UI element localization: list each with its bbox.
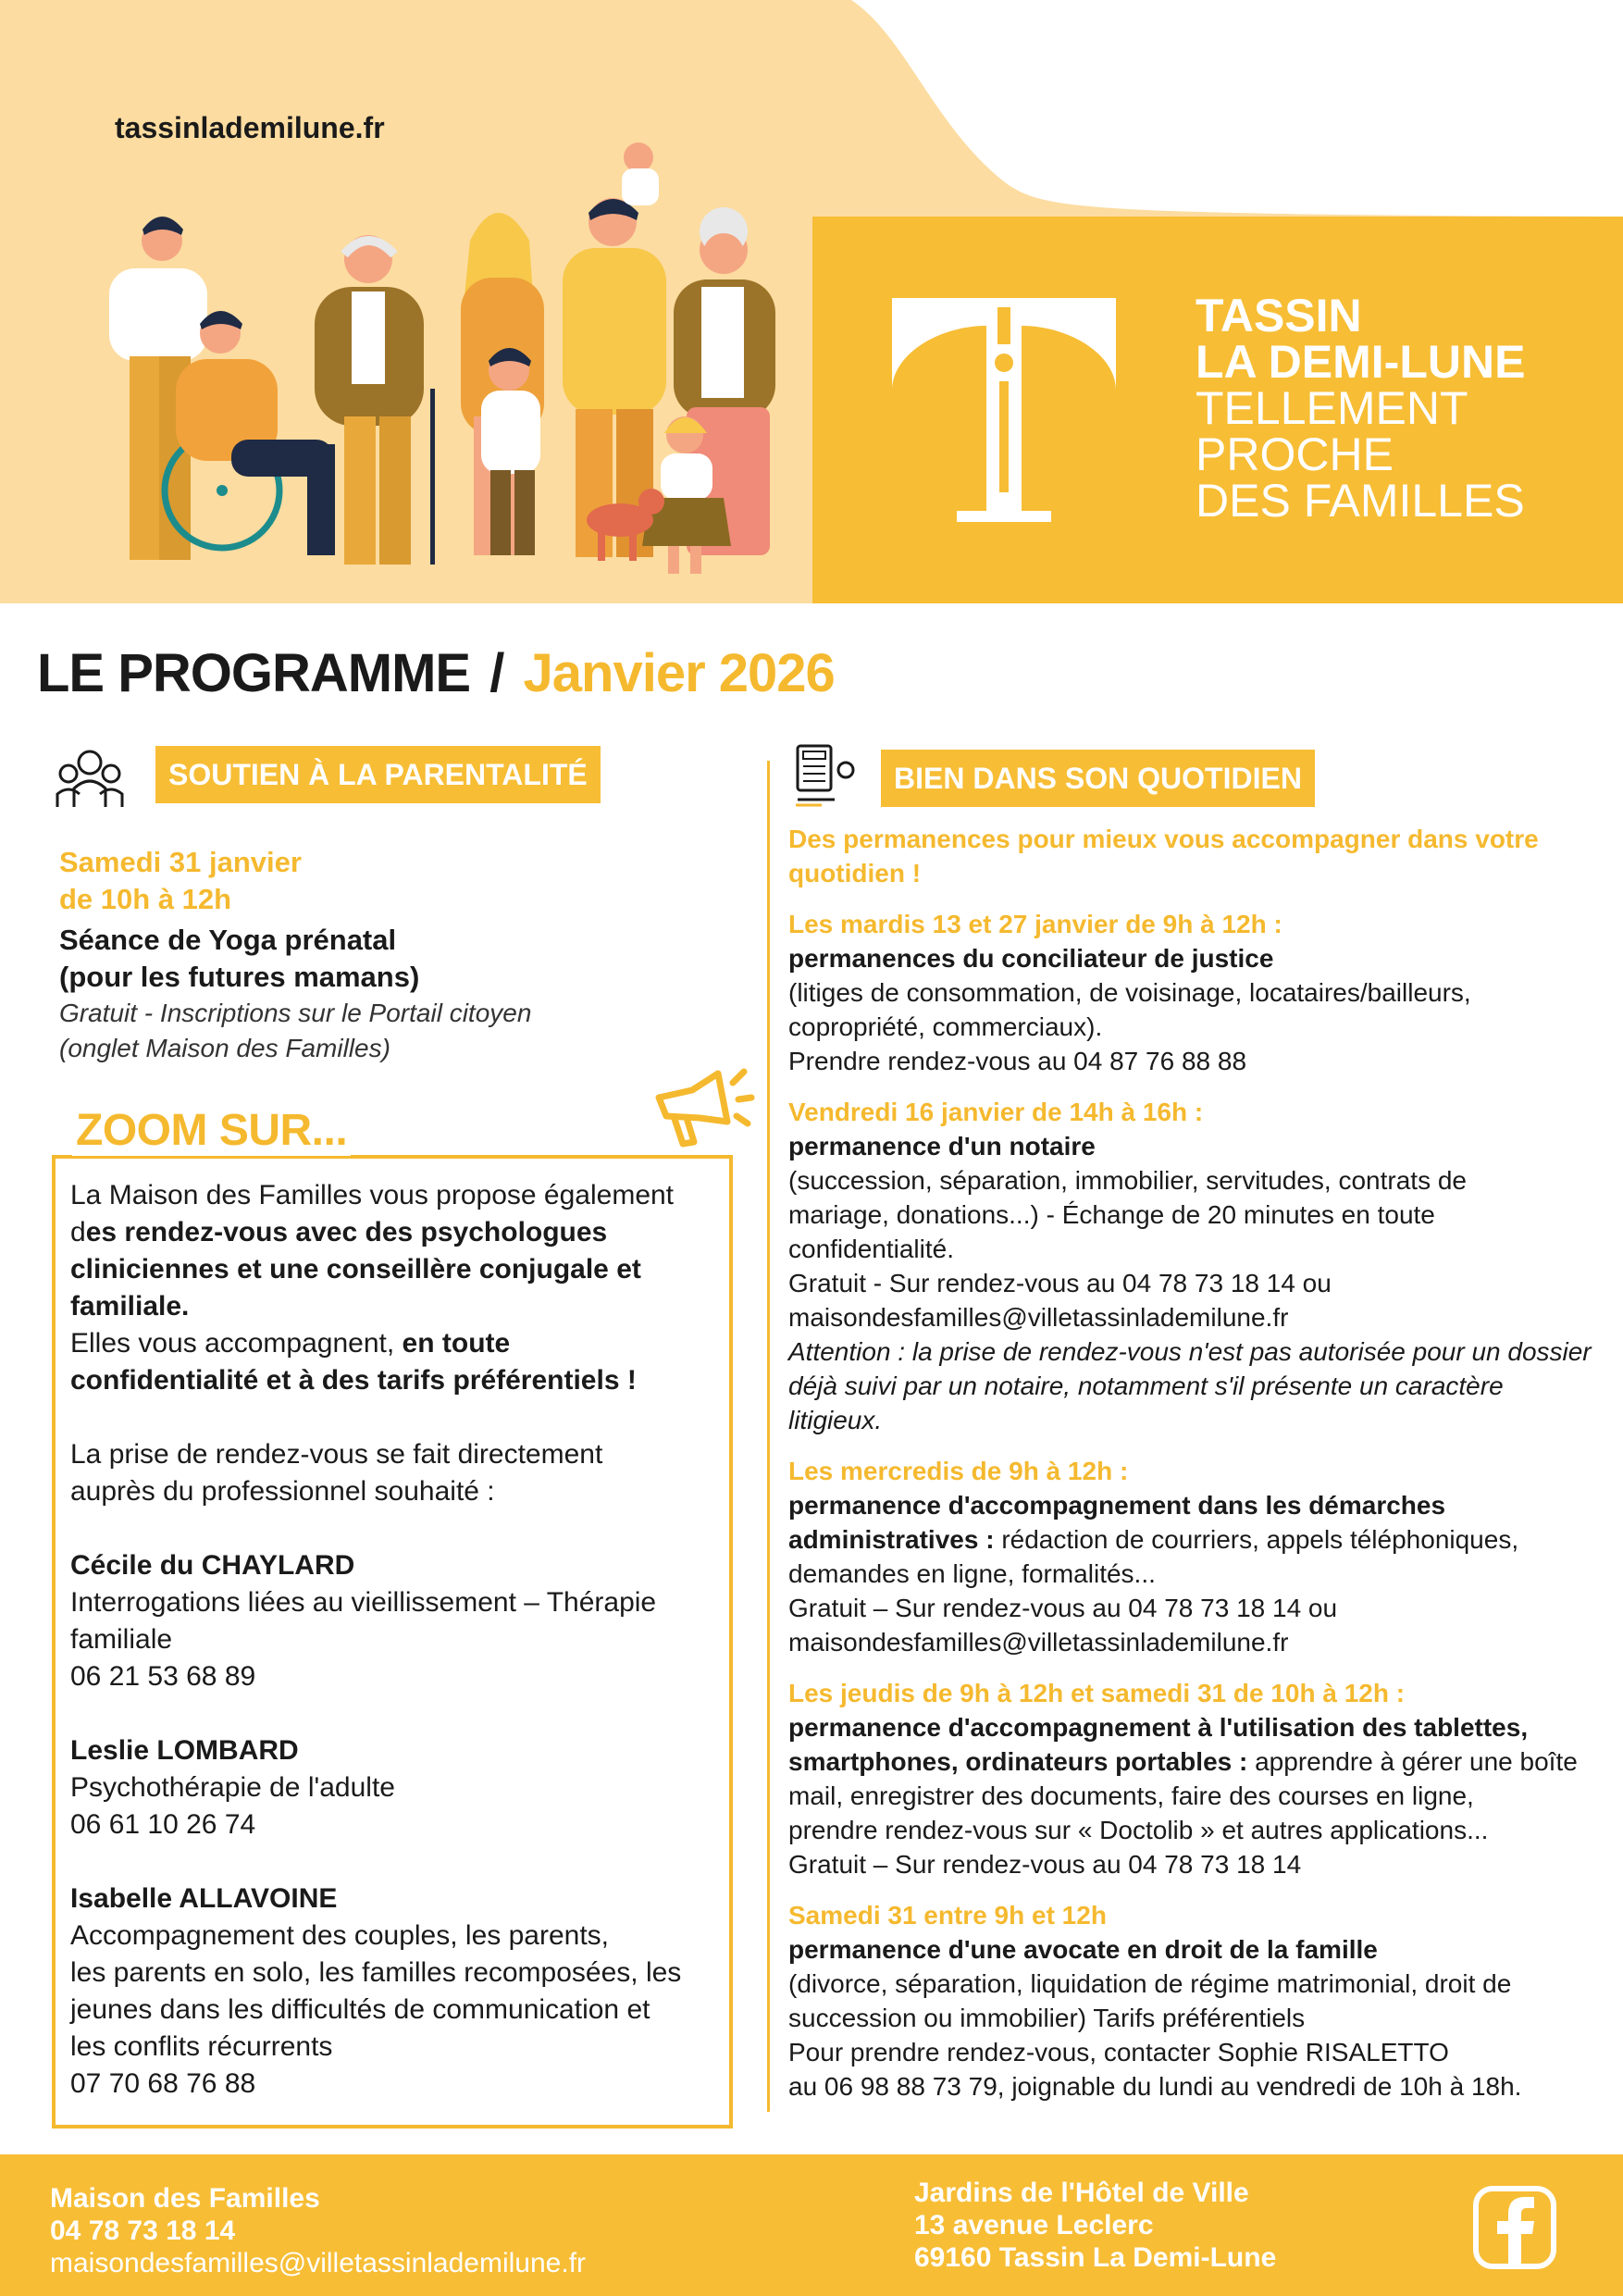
- professional-desc: jeunes dans les difficultés de communication et: [70, 1994, 650, 2025]
- permanence-administratif: [788, 1454, 1603, 1659]
- permanence-date: Samedi 31 entre 9h et 12h: [788, 1901, 1107, 1930]
- permanence-contact: Gratuit – Sur rendez-vous au 04 78 73 18 14: [788, 1850, 1302, 1879]
- permanence-desc: confidentialité.: [788, 1235, 955, 1263]
- permanence-title: permanences du conciliateur de justice: [788, 944, 1274, 973]
- permanence-notaire: [788, 1095, 1603, 1437]
- zoom-text-part: Elles vous accompagnent,: [70, 1328, 403, 1359]
- permanence-contact: au 06 98 88 73 79, joignable du lundi au vendredi de 10h à 18h.: [788, 2072, 1522, 2101]
- professional-name: [70, 1732, 714, 1769]
- permanence-desc: [788, 1744, 1603, 1779]
- permanence-title-cont: administratives :: [788, 1525, 1002, 1554]
- brand-tagline: [1196, 290, 1526, 527]
- permanence-conciliateur: [788, 907, 1603, 1078]
- permanence-desc: (succession, séparation, immobilier, servitudes, contrats de: [788, 1166, 1467, 1195]
- professional-desc: les conflits récurrents: [70, 2031, 333, 2062]
- zoom-text-bold: en toute: [402, 1328, 511, 1359]
- footer-org: Maison des Familles: [50, 2183, 320, 2214]
- permanence-contact: Gratuit - Sur rendez-vous au 04 78 73 18 14 ou: [788, 1269, 1332, 1297]
- permanence-numerique: [788, 1676, 1603, 1881]
- family-illustration: [102, 139, 805, 602]
- family-icon: [54, 746, 126, 809]
- footer-phone[interactable]: 04 78 73 18 14: [50, 2215, 236, 2246]
- megaphone-icon: [651, 1064, 755, 1153]
- permanence-email[interactable]: maisondesfamilles@villetassinlademilune.fr: [788, 1303, 1289, 1332]
- zoom-text-bold: familiale.: [70, 1291, 190, 1322]
- title-month: Janvier 2026: [523, 643, 835, 703]
- event-time: de 10h à 12h: [59, 883, 232, 915]
- permanence-desc-text: rédaction de courriers, appels téléphoniques,: [1001, 1525, 1519, 1554]
- title-separator: /: [489, 643, 504, 703]
- footer-address-line: Jardins de l'Hôtel de Ville: [914, 2178, 1249, 2208]
- footer-contact: [50, 2182, 586, 2279]
- zoom-box: [52, 1155, 733, 2128]
- permanence-warning: Attention : la prise de rendez-vous n'est pas autorisée pour un dossier: [788, 1337, 1592, 1366]
- zoom-text-bold: confidentialité et à des tarifs préférentiels !: [70, 1365, 637, 1396]
- permanence-desc: copropriété, commerciaux).: [788, 1012, 1103, 1041]
- professional-desc: Psychothérapie de l'adulte: [70, 1772, 395, 1803]
- column-divider: [767, 761, 770, 2112]
- permanence-contact: Prendre rendez-vous au 04 87 76 88 88: [788, 1047, 1247, 1075]
- permanences-list: [788, 822, 1603, 2104]
- event-title: Séance de Yoga prénatal: [59, 924, 397, 956]
- site-url[interactable]: tassinlademilune.fr: [115, 111, 385, 144]
- professional-desc: familiale: [70, 1624, 173, 1655]
- event-note: Gratuit - Inscriptions sur le Portail citoyen: [59, 999, 532, 1027]
- professional-desc: Interrogations liées au vieillissement – Thérapie: [70, 1587, 657, 1618]
- zoom-text: [70, 1325, 714, 1362]
- permanence-desc: (divorce, séparation, liquidation de régime matrimonial, droit de: [788, 1969, 1512, 1998]
- permanence-title: permanence d'accompagnement dans les démarches: [788, 1491, 1446, 1520]
- permanence-email[interactable]: maisondesfamilles@villetassinlademilune.fr: [788, 1628, 1289, 1657]
- zoom-text: [70, 1362, 714, 1399]
- brand-line: TELLEMENT: [1196, 382, 1468, 434]
- section-label-quotidien: BIEN DANS SON QUOTIDIEN: [881, 750, 1315, 807]
- zoom-text: [70, 1214, 714, 1251]
- section-label-parentalite: SOUTIEN À LA PARENTALITÉ: [155, 746, 601, 803]
- permanence-desc-text: apprendre à gérer une boîte: [1255, 1747, 1578, 1776]
- professional-phone[interactable]: 07 70 68 76 88: [70, 2068, 256, 2099]
- permanence-title-cont: smartphones, ordinateurs portables :: [788, 1747, 1256, 1776]
- professional-phone[interactable]: 06 61 10 26 74: [70, 1809, 256, 1840]
- permanence-desc: mariage, donations...) - Échange de 20 minutes en toute: [788, 1200, 1435, 1229]
- professional-name-text: Isabelle ALLAVOINE: [70, 1883, 338, 1914]
- permanence-title: permanence d'accompagnement à l'utilisation des tablettes,: [788, 1713, 1529, 1742]
- permanence-desc: demandes en ligne, formalités...: [788, 1559, 1156, 1588]
- professional-desc: les parents en solo, les familles recomposées, les: [70, 1957, 682, 1988]
- footer: [0, 2154, 1623, 2296]
- professional-name-text: Cécile du CHAYLARD: [70, 1550, 355, 1581]
- title-main: LE PROGRAMME: [37, 643, 471, 703]
- permanence-title: permanence d'un notaire: [788, 1132, 1096, 1160]
- brand-line: DES FAMILLES: [1196, 475, 1525, 527]
- brand-line: PROCHE: [1196, 428, 1394, 480]
- permanence-desc: (litiges de consommation, de voisinage, locataires/bailleurs,: [788, 978, 1471, 1007]
- professional-name: [70, 1547, 714, 1584]
- brand-line: LA DEMI-LUNE: [1196, 336, 1526, 388]
- calculator-clock-icon: [794, 742, 859, 809]
- permanence-avocate: [788, 1898, 1603, 2104]
- event-date: Samedi 31 janvier: [59, 846, 302, 878]
- permanence-warning: déjà suivi par un notaire, notamment s'il présente un caractère litigieux.: [788, 1371, 1504, 1434]
- city-logo: [892, 298, 1116, 522]
- footer-address: [914, 2177, 1276, 2274]
- zoom-text: La Maison des Familles vous propose également: [70, 1180, 675, 1210]
- zoom-text: auprès du professionnel souhaité :: [70, 1476, 495, 1507]
- permanence-contact: Gratuit – Sur rendez-vous au 04 78 73 18 14 ou: [788, 1594, 1338, 1622]
- permanence-contact: Pour prendre rendez-vous, contacter Sophie RISALETTO: [788, 2038, 1449, 2066]
- page-title: [37, 642, 835, 704]
- professional-name-text: Leslie LOMBARD: [70, 1735, 299, 1766]
- footer-address-line: 13 avenue Leclerc: [914, 2210, 1154, 2240]
- permanence-date: Les jeudis de 9h à 12h et samedi 31 de 10h à 12h :: [788, 1679, 1406, 1707]
- event-subtitle: (pour les futures mamans): [59, 961, 420, 993]
- brand-line: TASSIN: [1196, 290, 1362, 341]
- zoom-text-bold: es rendez-vous avec des psychologues: [85, 1217, 608, 1247]
- permanence-desc: mail, enregistrer des documents, faire des courses en ligne,: [788, 1781, 1474, 1810]
- permanence-date: Les mercredis de 9h à 12h :: [788, 1457, 1129, 1485]
- footer-address-line: 69160 Tassin La Demi-Lune: [914, 2242, 1277, 2273]
- zoom-text: La prise de rendez-vous se fait directement: [70, 1439, 603, 1470]
- intro-text: Des permanences pour mieux vous accompagner dans votre: [788, 825, 1539, 853]
- permanence-title: permanence d'une avocate en droit de la famille: [788, 1935, 1378, 1964]
- footer-email[interactable]: maisondesfamilles@villetassinlademilune.fr: [50, 2248, 587, 2278]
- professional-phone[interactable]: 06 21 53 68 89: [70, 1661, 256, 1692]
- event-note: (onglet Maison des Familles): [59, 1034, 390, 1062]
- zoom-title: ZOOM SUR...: [72, 1105, 351, 1156]
- intro-text: quotidien !: [788, 859, 922, 887]
- event-yoga: [59, 844, 707, 1066]
- zoom-text-bold: cliniciennes et une conseillère conjugale et: [70, 1254, 641, 1285]
- permanence-date: Vendredi 16 janvier de 14h à 16h :: [788, 1098, 1204, 1126]
- professional-desc: Accompagnement des couples, les parents,: [70, 1920, 609, 1951]
- professional-name: [70, 1880, 714, 1917]
- zoom-text: [70, 1288, 714, 1325]
- permanence-date: Les mardis 13 et 27 janvier de 9h à 12h :: [788, 910, 1282, 938]
- permanence-desc: prendre rendez-vous sur « Doctolib » et autres applications...: [788, 1816, 1489, 1844]
- permanence-desc: succession ou immobilier) Tarifs préférentiels: [788, 2004, 1306, 2032]
- permanence-desc: [788, 1522, 1603, 1557]
- zoom-text: [70, 1251, 714, 1288]
- zoom-text-part: d: [70, 1217, 86, 1247]
- facebook-icon[interactable]: [1473, 2186, 1556, 2269]
